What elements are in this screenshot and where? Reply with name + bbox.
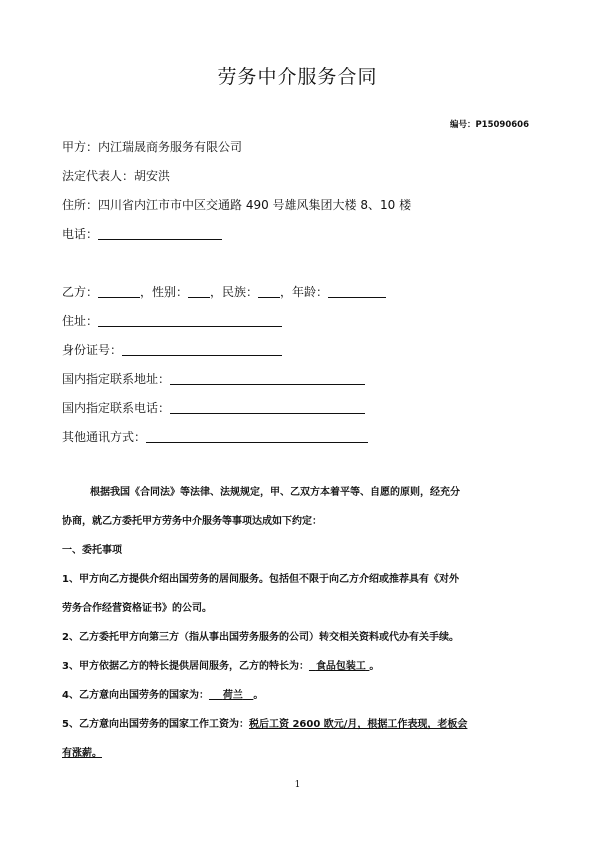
address-blank[interactable] — [98, 314, 282, 327]
item-1-line-1: 1、甲方向乙方提供介绍出国劳务的居间服务。包括但不限于向乙方介绍或推荐具有《对外 — [62, 574, 459, 585]
phone-label: 电话： — [62, 227, 99, 241]
party-a-name: 甲方：内江瑞晟商务服务有限公司 — [62, 140, 243, 154]
item-5-text: 5、乙方意向出国劳务的国家工作工资为： — [62, 719, 249, 730]
party-b-label: 乙方： — [62, 285, 99, 299]
ethnic-blank[interactable] — [258, 285, 280, 298]
item-3-end: 。 — [369, 661, 380, 672]
preamble-line-1: 根据我国《合同法》等法律、法规规定，甲、乙双方本着平等、自愿的原则，经充分 — [90, 487, 460, 498]
item-4-text: 4、乙方意向出国劳务的国家为： — [62, 690, 209, 701]
id-label: 身份证号： — [62, 343, 123, 357]
party-b-name-blank[interactable] — [98, 285, 140, 298]
item-2: 2、乙方委托甲方向第三方（指从事出国劳务服务的公司）转交相关资料或代办有关手续。 — [62, 632, 459, 643]
document-number: 编号：P15090606 — [449, 120, 529, 130]
party-a-address: 住所：四川省内江市市中区交通路 490 号雄风集团大楼 8、10 楼 — [62, 198, 412, 212]
party-b-address-row — [62, 312, 282, 329]
contact-phone-blank[interactable] — [170, 401, 365, 414]
item-1-line-2: 劳务合作经营资格证书》的公司。 — [62, 603, 212, 614]
contact-phone-label: 国内指定联系电话： — [62, 401, 171, 415]
item-5-salary-cont: 有涨薪。 — [62, 748, 102, 759]
ethnic-label: ，民族： — [210, 285, 259, 299]
phone-blank[interactable] — [98, 227, 222, 240]
contact-address-label: 国内指定联系地址： — [62, 372, 171, 386]
party-a-phone-row — [62, 225, 222, 242]
item-5-line-1 — [62, 710, 548, 739]
contact-address-blank[interactable] — [170, 372, 365, 385]
age-label: ，年龄： — [280, 285, 329, 299]
item-5-line-2 — [62, 739, 548, 768]
contract-body — [62, 478, 548, 768]
item-3-specialty: 食品包装工 — [315, 661, 366, 672]
party-b-row — [62, 283, 386, 300]
item-4-end: 。 — [253, 690, 264, 701]
address-label: 住址： — [62, 314, 99, 328]
preamble-line-2: 协商，就乙方委托甲方劳务中介服务等事项达成如下约定： — [62, 516, 322, 527]
gender-blank[interactable] — [188, 285, 210, 298]
item-3 — [62, 652, 548, 681]
id-number-row — [62, 341, 282, 358]
item-5-salary: 税后工资 2600 欧元/月，根据工作表现，老板会 — [248, 719, 468, 730]
section-1-title: 一、委托事项 — [62, 545, 122, 556]
id-blank[interactable] — [122, 343, 282, 356]
contact-phone-row — [62, 399, 365, 416]
age-blank[interactable] — [328, 285, 386, 298]
other-contact-blank[interactable] — [146, 430, 368, 443]
document-title: 劳务中介服务合同 — [217, 66, 378, 88]
contact-address-row — [62, 370, 365, 387]
item-4 — [62, 681, 548, 710]
party-a-representative: 法定代表人：胡安洪 — [62, 169, 171, 183]
item-4-country: 荷兰 — [222, 690, 243, 701]
item-3-text: 3、甲方依据乙方的特长提供居间服务，乙方的特长为： — [62, 661, 309, 672]
other-contact-row — [62, 428, 368, 445]
page-number: 1 — [294, 780, 301, 790]
other-contact-label: 其他通讯方式： — [62, 430, 147, 444]
gender-label: ，性别： — [140, 285, 189, 299]
